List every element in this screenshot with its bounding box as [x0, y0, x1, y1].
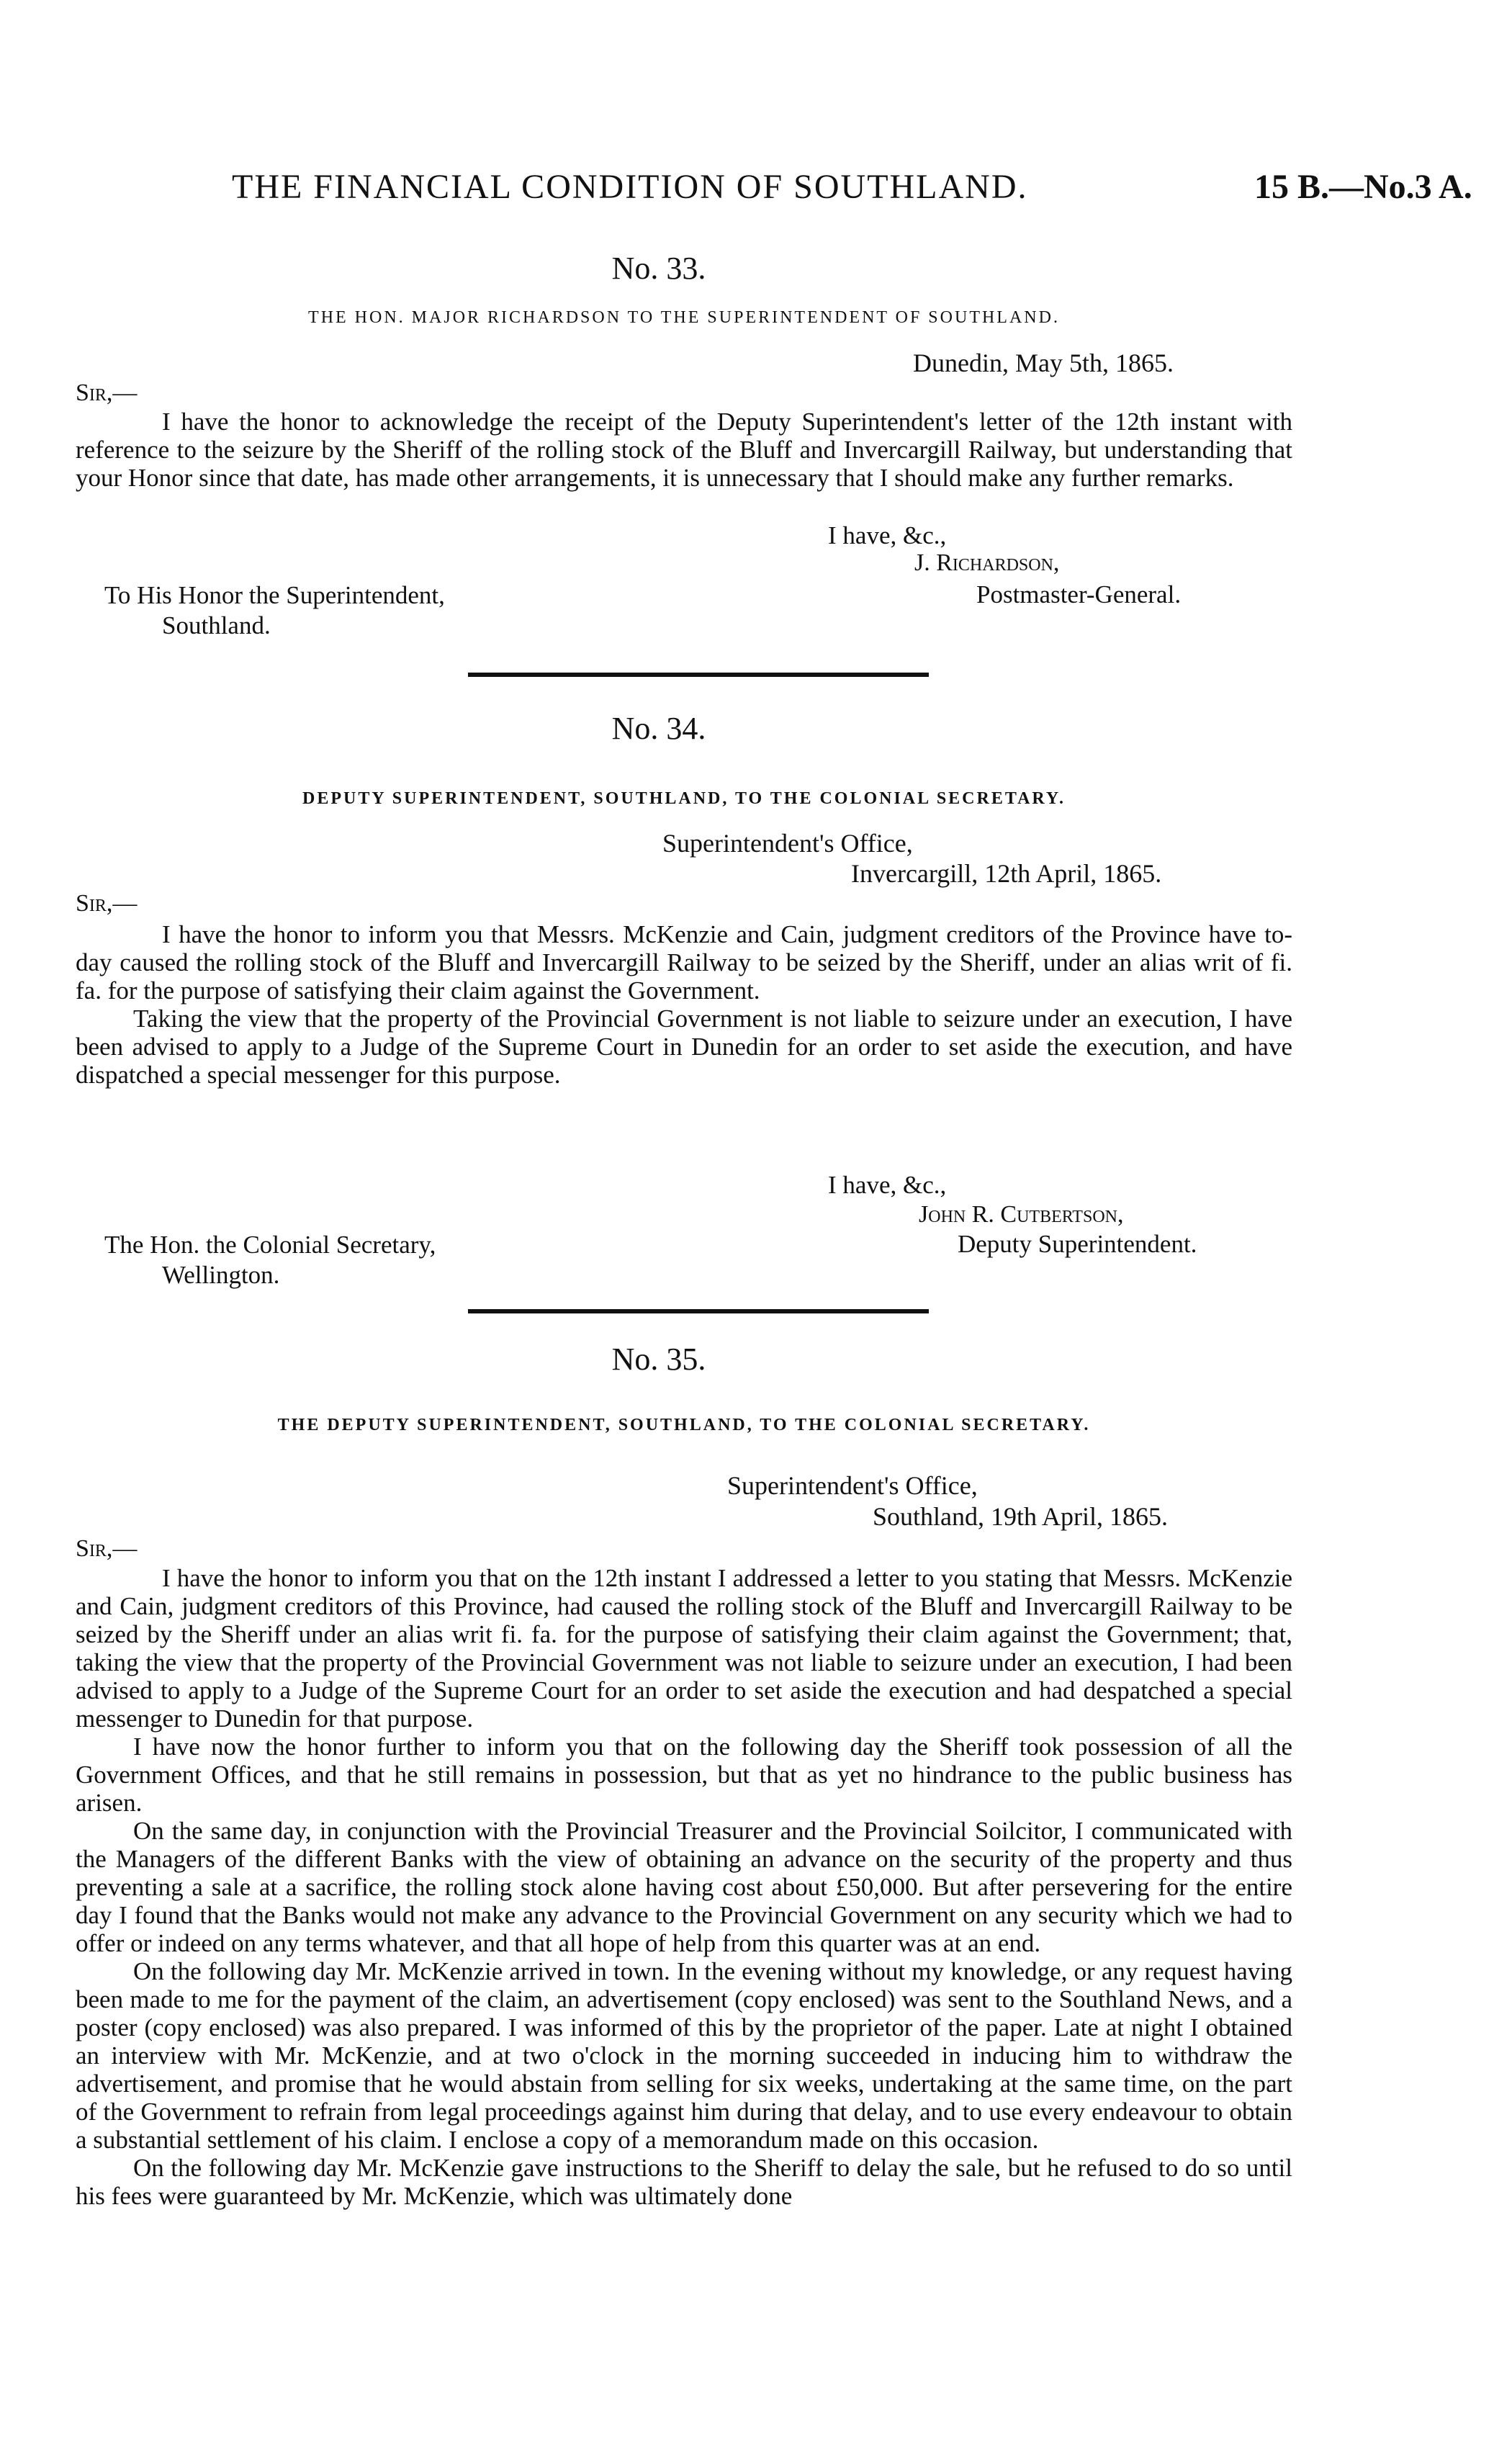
paragraph: Taking the view that the property of the Provincial Government is not liable to seizure under an execution, I have been advised to apply to a Judge of the Supreme Court in Dunedin for an order to set aside the execution, and have dispatched a special messenger for this purpose.	[76, 1005, 1292, 1089]
section-divider	[468, 1309, 929, 1313]
letter-number: No. 34.	[611, 711, 706, 746]
signature: John R. Cutbertson,	[919, 1201, 1124, 1228]
letter-body	[76, 920, 1292, 1089]
salutation: Sir,—	[76, 1535, 138, 1562]
paragraph: I have now the honor further to inform you that on the following day the Sheriff took possession of all the Government Offices, and that he still remains in possession, but that as yet no hindrance to the public business has arisen.	[76, 1733, 1292, 1817]
addressee-line: Southland.	[162, 611, 271, 639]
addressee-line: The Hon. the Colonial Secretary,	[104, 1231, 436, 1259]
signer-title: Postmaster-General.	[976, 580, 1182, 608]
paragraph: On the following day Mr. McKenzie arrived in town. In the evening without my knowledge, or any request having been made to me for the payment of the claim, an advertisement (copy enclosed) was sent to the Southland News, and a poster (copy enclosed) was also prepared. I was informed of this by the proprietor of the paper. Late at night I obtained an interview with Mr. McKenzie, and at two o'clock in the morning succeeded in inducing him to withdraw the advertisement, and promise that he would abstain from selling for six weeks, undertaking at the same time, on the part of the Government to refrain from legal proceedings against him during that delay, and to use every endeavour to obtain a substantial settlement of his claim. I enclose a copy of a memorandum made on this occasion.	[76, 1957, 1292, 2154]
paragraph: I have the honor to inform you that on the 12th instant I addressed a letter to you stating that Messrs. McKenzie and Cain, judgment creditors of this Province, had caused the rolling stock of the Bluff and Invercargill Railway to be seized by the Sheriff under an alias writ fi. fa. for the purpose of satisfying their claim against the Government; that, taking the view that the property of the Provincial Government was not liable to seizure under an execution, I had been advised to apply to a Judge of the Supreme Court for an order to set aside the execution and had despatched a special messenger to Dunedin for that purpose.	[76, 1564, 1292, 1733]
dateline: Superintendent's Office,	[727, 1471, 978, 1500]
paragraph: I have the honor to inform you that Messrs. McKenzie and Cain, judgment creditors of the Province have to-day caused the rolling stock of the Bluff and Invercargill Railway to be seized by the Sheriff, under an alias writ of fi. fa. for the purpose of satisfying their claim against the Government.	[76, 920, 1292, 1005]
running-title: THE FINANCIAL CONDITION OF SOUTHLAND.	[232, 168, 1028, 206]
letter-number: No. 33.	[611, 251, 706, 286]
dateline: Invercargill, 12th April, 1865.	[851, 859, 1162, 888]
paragraph: On the same day, in conjunction with the Provincial Treasurer and the Provincial Soilcitor, I communicated with the Managers of the different Banks with the view of obtaining an advance on the security of the property and thus preventing a sale at a sacrifice, the rolling stock alone having cost about £50,000. But after persevering for the entire day I found that the Banks would not make any advance to the Provincial Government on any security which we had to offer or indeed on any terms whatever, and that all hope of help from this quarter was at an end.	[76, 1817, 1292, 1957]
letter-caption: THE DEPUTY SUPERINTENDENT, SOUTHLAND, TO THE COLONIAL SECRETARY.	[277, 1416, 1091, 1434]
salutation: Sir,—	[76, 379, 138, 406]
signer-title: Deputy Superintendent.	[958, 1230, 1197, 1258]
paragraph: On the following day Mr. McKenzie gave instructions to the Sheriff to delay the sale, but he refused to do so until his fees were guaranteed by Mr. McKenzie, which was ultimately done	[76, 2154, 1292, 2210]
addressee-line: Wellington.	[162, 1261, 280, 1289]
salutation: Sir,—	[76, 890, 138, 917]
addressee	[104, 1230, 436, 1290]
section-divider	[468, 673, 929, 677]
dateline: Southland, 19th April, 1865.	[873, 1502, 1169, 1531]
closing: I have, &c.,	[828, 521, 947, 549]
page-reference: 15 B.—No.3 A.	[1254, 168, 1472, 206]
letter-number: No. 35.	[611, 1342, 706, 1377]
letter-caption: DEPUTY SUPERINTENDENT, SOUTHLAND, TO THE COLONIAL SECRETARY.	[302, 789, 1066, 808]
paragraph: I have the honor to acknowledge the receipt of the Deputy Superintendent's letter of the 12th instant with reference to the seizure by the Sheriff of the rolling stock of the Bluff and Invercargill Railway, but understanding that your Honor since that date, has made other arrangements, it is unnecessary that I should make any further remarks.	[76, 408, 1292, 492]
dateline: Superintendent's Office,	[662, 829, 913, 858]
addressee	[104, 580, 445, 641]
signature: J. Richardson,	[914, 549, 1060, 576]
letter-body	[76, 408, 1292, 492]
dateline: Dunedin, May 5th, 1865.	[913, 349, 1174, 377]
letter-caption: THE HON. MAJOR RICHARDSON TO THE SUPERINTENDENT OF SOUTHLAND.	[308, 308, 1060, 327]
addressee-line: To His Honor the Superintendent,	[104, 581, 445, 609]
closing: I have, &c.,	[828, 1171, 947, 1199]
letter-body	[76, 1564, 1292, 2210]
